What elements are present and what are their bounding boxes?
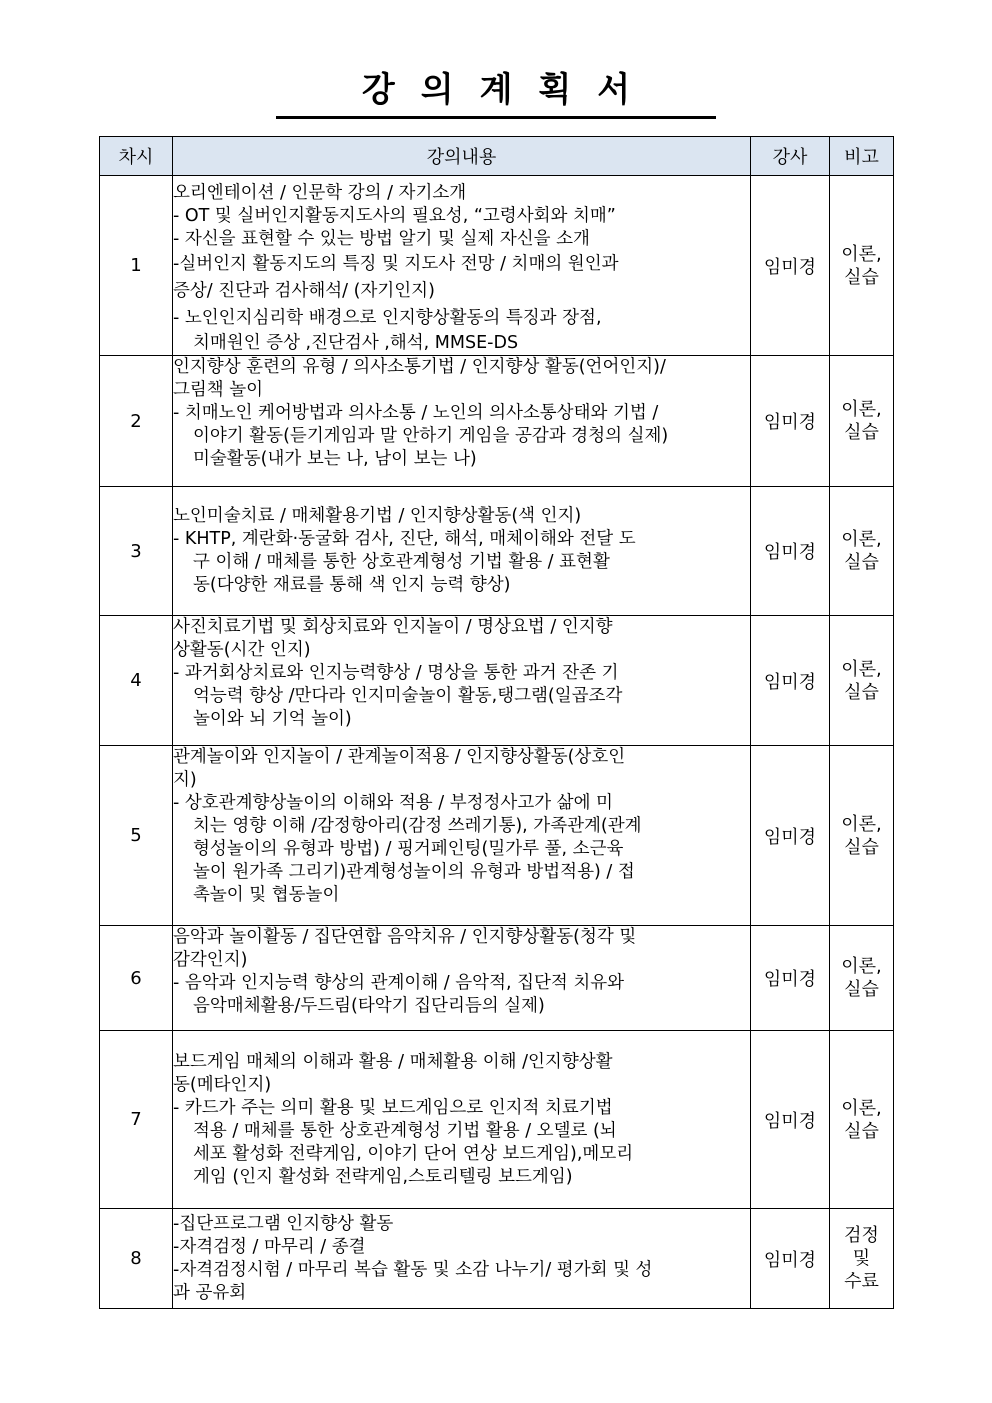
content-line: 이야기 활동(듣기게임과 말 안하기 게임을 공감과 경청의 실제) bbox=[193, 426, 669, 446]
content-line: - KHTP, 계란화·동굴화 검사, 진단, 해석, 매체이해와 전달 도 bbox=[173, 529, 636, 549]
instructor-name: 임미경 bbox=[751, 487, 830, 616]
content-line: 오리엔테이션 / 인문학 강의 / 자기소개 bbox=[173, 183, 467, 203]
content-line: 음악매체활용/두드림(타악기 집단리듬의 실제) bbox=[193, 996, 545, 1016]
note-cell bbox=[830, 616, 894, 746]
content-line: 그림책 놀이 bbox=[173, 380, 264, 400]
content-line: 놀이 원가족 그리기)관계형성놀이의 유형과 방법적용) / 접 bbox=[193, 862, 635, 882]
note-line: 실습 bbox=[844, 1120, 879, 1142]
content-line: 상활동(시간 인지) bbox=[173, 640, 311, 660]
content-line: 음악과 놀이활동 / 집단연합 음악치유 / 인지향상활동(청각 및 bbox=[173, 927, 637, 947]
lecture-content bbox=[173, 616, 751, 746]
instructor-name: 임미경 bbox=[751, 1209, 830, 1309]
instructor-name: 임미경 bbox=[751, 926, 830, 1031]
session-number: 8 bbox=[100, 1209, 173, 1309]
note-line: 이론, bbox=[841, 529, 882, 550]
content-line: - 상호관계향상놀이의 이해와 적용 / 부정정사고가 삶에 미 bbox=[173, 793, 613, 813]
content-line: 구 이해 / 매체를 통한 상호관계형성 기법 활용 / 표현활 bbox=[193, 552, 610, 572]
content-line: 촉놀이 및 협동놀이 bbox=[193, 885, 340, 905]
content-line: 관계놀이와 인지놀이 / 관계놀이적용 / 인지향상활동(상호인 bbox=[173, 747, 626, 767]
note-cell bbox=[830, 926, 894, 1031]
note-cell bbox=[830, 487, 894, 616]
lecture-content bbox=[173, 176, 751, 356]
note-line: 실습 bbox=[844, 266, 879, 288]
content-line: - OT 및 실버인지활동지도사의 필요성, “고령사회와 치매” bbox=[173, 206, 616, 226]
table-row bbox=[100, 176, 894, 356]
content-line: -실버인지 활동지도의 특징 및 지도사 전망 / 치매의 원인과 bbox=[173, 254, 619, 274]
content-line: - 노인인지심리학 배경으로 인지향상활동의 특징과 장점, bbox=[173, 308, 602, 328]
instructor-name: 임미경 bbox=[751, 616, 830, 746]
content-line: 동(다양한 재료를 통해 색 인지 능력 향상) bbox=[193, 575, 511, 595]
content-line: 동(메타인지) bbox=[173, 1074, 272, 1095]
content-line: 놀이와 뇌 기억 놀이) bbox=[193, 709, 352, 729]
table-row bbox=[100, 1031, 894, 1209]
table-row bbox=[100, 1209, 894, 1309]
page-title: 강의계획서 bbox=[276, 68, 716, 119]
instructor-name: 임미경 bbox=[751, 176, 830, 356]
note-line: 이론, bbox=[841, 243, 882, 265]
table-row bbox=[100, 487, 894, 616]
session-number: 5 bbox=[100, 746, 173, 926]
note-line: 이론, bbox=[841, 399, 882, 420]
title-wrap bbox=[0, 68, 992, 119]
content-line: - 음악과 인지능력 향상의 관계이해 / 음악적, 집단적 치유와 bbox=[173, 973, 625, 993]
lecture-content bbox=[173, 487, 751, 616]
lecture-content bbox=[173, 926, 751, 1031]
header-content: 강의내용 bbox=[173, 137, 751, 176]
lecture-content bbox=[173, 1209, 751, 1309]
content-line: 치는 영향 이해 /감정항아리(감정 쓰레기통), 가족관계(관계 bbox=[193, 816, 642, 836]
content-line: 인지향상 훈련의 유형 / 의사소통기법 / 인지향상 활동(언어인지)/ bbox=[173, 357, 666, 377]
note-line: 이론, bbox=[841, 658, 882, 680]
session-number: 4 bbox=[100, 616, 173, 746]
header-instructor: 강사 bbox=[751, 137, 830, 176]
note-line: 실습 bbox=[844, 552, 879, 573]
content-line: 치매원인 증상 ,진단검사 ,해석, MMSE-DS bbox=[193, 333, 519, 353]
lecture-content bbox=[173, 356, 751, 487]
note-line: 실습 bbox=[844, 681, 879, 703]
content-line: -자격검정시험 / 마무리 복습 활동 및 소감 나누기/ 평가회 및 성 bbox=[173, 1259, 653, 1280]
table-row bbox=[100, 356, 894, 487]
content-line: 형성놀이의 유형과 방법) / 핑거페인팅(밀가루 풀, 소근육 bbox=[193, 839, 624, 859]
note-line: 실습 bbox=[844, 422, 879, 443]
content-line: 억능력 향상 /만다라 인지미술놀이 활동,탱그램(일곱조각 bbox=[193, 686, 623, 706]
note-line: 실습 bbox=[844, 979, 879, 1000]
content-line: 증상/ 진단과 검사해석/ (자기인지) bbox=[173, 281, 435, 301]
content-line: 사진치료기법 및 회상치료와 인지놀이 / 명상요법 / 인지향 bbox=[173, 617, 613, 637]
header-row bbox=[100, 137, 894, 176]
note-cell bbox=[830, 746, 894, 926]
content-line: 감각인지) bbox=[173, 950, 248, 970]
note-cell bbox=[830, 1031, 894, 1209]
note-line: 검정 bbox=[844, 1225, 879, 1246]
header-note: 비고 bbox=[830, 137, 894, 176]
content-line: 미술활동(내가 보는 나, 남이 보는 나) bbox=[193, 449, 477, 469]
content-line: 보드게임 매체의 이해과 활용 / 매체활용 이해 /인지향상활 bbox=[173, 1051, 613, 1072]
session-number: 2 bbox=[100, 356, 173, 487]
note-line: 및 bbox=[852, 1248, 871, 1269]
content-line: - 치매노인 케어방법과 의사소통 / 노인의 의사소통상태와 기법 / bbox=[173, 403, 659, 423]
note-cell bbox=[830, 356, 894, 487]
table-row bbox=[100, 616, 894, 746]
note-cell bbox=[830, 176, 894, 356]
content-line: - 자신을 표현할 수 있는 방법 알기 및 실제 자신을 소개 bbox=[173, 229, 590, 249]
content-line: 적용 / 매체를 통한 상호관계형성 기법 활용 / 오델로 (뇌 bbox=[193, 1120, 617, 1141]
lecture-content bbox=[173, 746, 751, 926]
note-line: 실습 bbox=[844, 836, 879, 858]
session-number: 1 bbox=[100, 176, 173, 356]
session-number: 6 bbox=[100, 926, 173, 1031]
note-line: 이론, bbox=[841, 813, 882, 835]
content-line: - 과거회상치료와 인지능력향상 / 명상을 통한 과거 잔존 기 bbox=[173, 663, 619, 683]
content-line: 세포 활성화 전략게임, 이야기 단어 연상 보드게임),메모리 bbox=[193, 1143, 634, 1164]
header-session: 차시 bbox=[100, 137, 173, 176]
note-line: 이론, bbox=[841, 956, 882, 977]
session-number: 7 bbox=[100, 1031, 173, 1209]
content-line: 지) bbox=[173, 770, 197, 790]
content-line: - 카드가 주는 의미 활용 및 보드게임으로 인지적 치료기법 bbox=[173, 1097, 613, 1118]
table-row bbox=[100, 926, 894, 1031]
content-line: 과 공유회 bbox=[173, 1282, 247, 1303]
lecture-plan-table bbox=[99, 136, 894, 1309]
content-line: 게임 (인지 활성화 전략게임,스토리텔링 보드게임) bbox=[193, 1166, 573, 1187]
note-line: 이론, bbox=[841, 1097, 882, 1119]
note-cell bbox=[830, 1209, 894, 1309]
session-number: 3 bbox=[100, 487, 173, 616]
instructor-name: 임미경 bbox=[751, 1031, 830, 1209]
content-line: -자격검정 / 마무리 / 종결 bbox=[173, 1236, 366, 1257]
instructor-name: 임미경 bbox=[751, 356, 830, 487]
table-row bbox=[100, 746, 894, 926]
content-line: 노인미술치료 / 매체활용기법 / 인지향상활동(색 인지) bbox=[173, 506, 582, 526]
lecture-content bbox=[173, 1031, 751, 1209]
content-line: -집단프로그램 인지향상 활동 bbox=[173, 1213, 394, 1234]
instructor-name: 임미경 bbox=[751, 746, 830, 926]
note-line: 수료 bbox=[844, 1271, 879, 1292]
